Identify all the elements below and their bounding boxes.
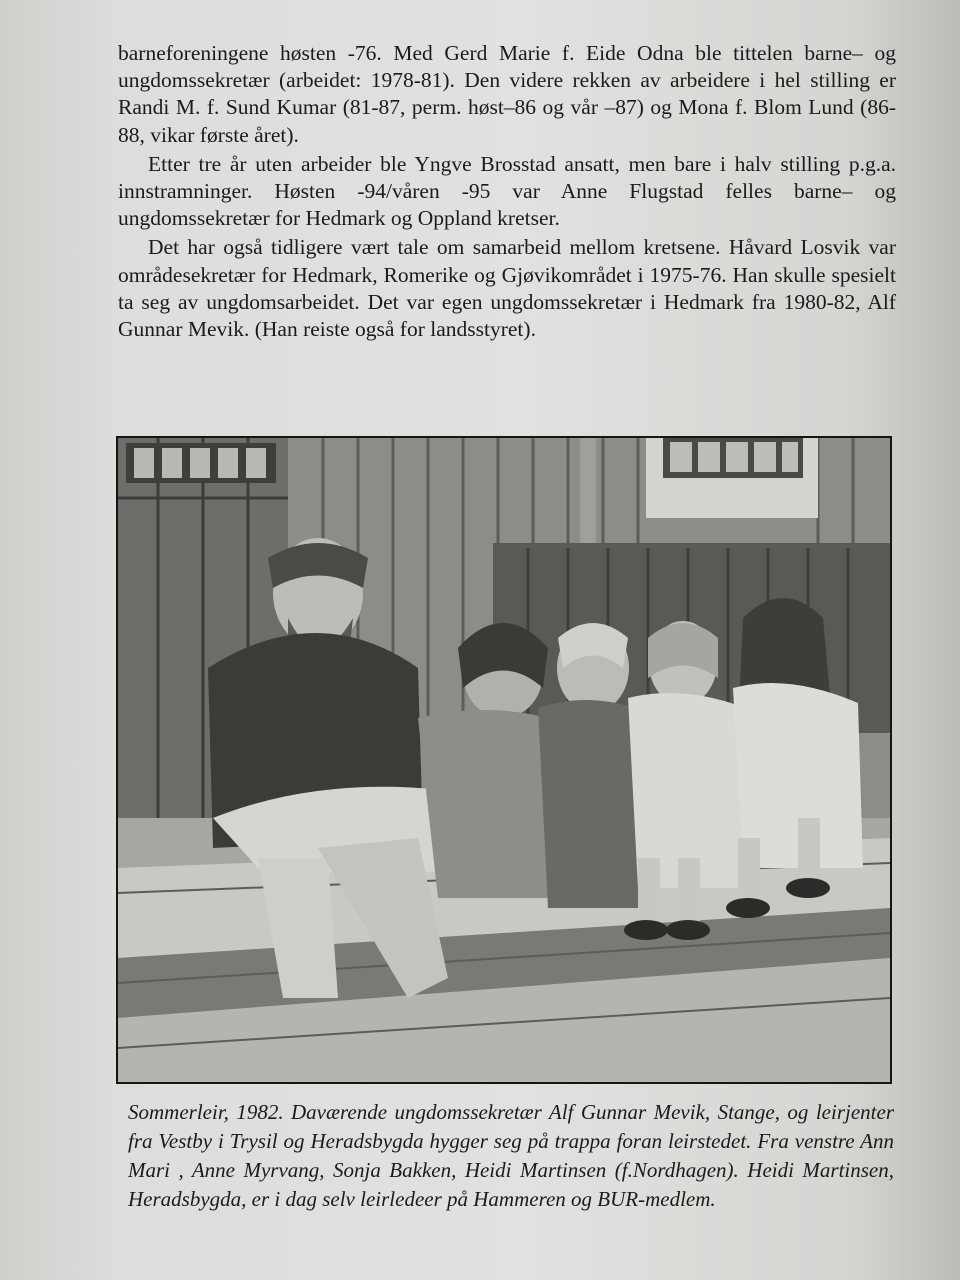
- paragraph-3: Det har også tidligere vært tale om samarbeid mellom kretsene. Håvard Losvik var områdesekretær for Hedmark, Romerike og Gjøvikområdet i 1975-76. Han skulle spesielt ta seg av ungdomsarbeidet. Det var egen ungdomssekretær i Hedmark fra 1980-82, Alf Gunnar Mevik. (Han reiste også for landsstyret).: [118, 235, 896, 342]
- body-text: [118, 40, 896, 343]
- paragraph-2: Etter tre år uten arbeider ble Yngve Brosstad ansatt, men bare i halv stilling p.g.a. innstramninger. Høsten -94/våren -95 var Anne Flugstad felles barne– og ungdomssekretær for Hedmark og Oppland kretser.: [118, 151, 896, 231]
- summer-camp-photo: [116, 436, 892, 1084]
- photo-caption: [128, 1098, 894, 1214]
- paragraph-1: barneforeningene høsten -76. Med Gerd Marie f. Eide Odna ble tittelen barne– og ungdomssekretær (arbeidet: 1978-81). Den videre rekken av arbeidere i hel stilling er Randi M. f. Sund Kumar (81-87, perm. høst–86 og vår –87) og Mona f. Blom Lund (86-88, vikar første året).: [118, 41, 896, 147]
- caption-text: Sommerleir, 1982. Daværende ungdomssekretær Alf Gunnar Mevik, Stange, og leirjenter fra Vestby i Trysil og Heradsbygda hygger seg på trappa foran leirstedet. Fra venstre Ann Mari , Anne Myrvang, Sonja Bakken, Heidi Martinsen (f.Nordhagen). Heidi Martinsen, Heradsbygda, er i dag selv leirledeer på Hammeren og BUR-medlem.: [128, 1100, 894, 1211]
